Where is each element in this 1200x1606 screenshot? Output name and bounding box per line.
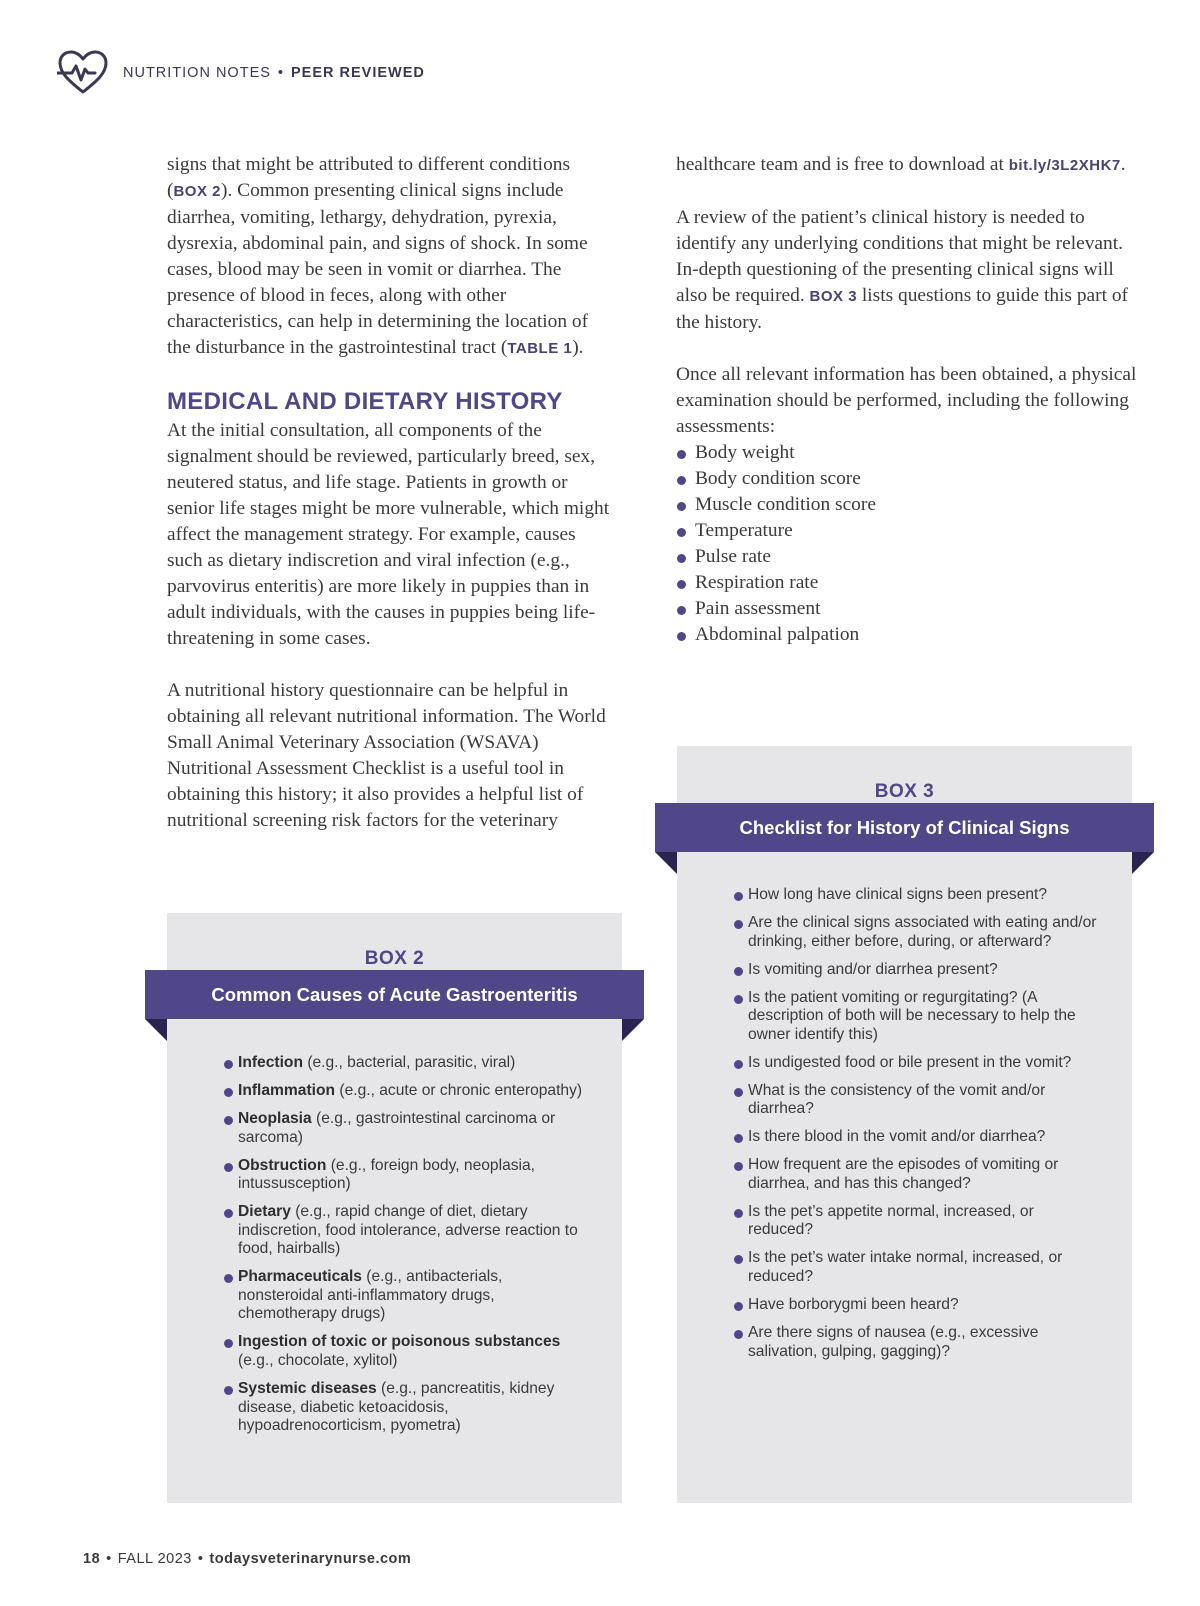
box3-label: BOX 3 (874, 781, 935, 802)
list-item: Is vomiting and/or diarrhea present? (733, 961, 1098, 980)
box2-label: BOX 2 (364, 948, 425, 969)
signalment-paragraph: At the initial consultation, all components of the signalment should be reviewed, particularly breed, sex, neutered status, and life stage. Patients in growth or senior life stages might be more vulnerable, which might affect the management strategy. For example, causes such as dietary indiscretion and viral infection (e.g., parvovirus enteritis) are more likely in puppies than in adult individuals, with the causes in puppies being life-threatening in some cases. (167, 420, 610, 649)
banner-fold-right (622, 1019, 644, 1041)
list-item: Infection (e.g., bacterial, parasitic, viral) (223, 1054, 583, 1073)
box2-reference: BOX 2 (173, 183, 221, 200)
list-item: Obstruction (e.g., foreign body, neoplasia, intussusception) (223, 1157, 583, 1194)
banner-fold-right (1132, 852, 1154, 874)
list-item: Muscle condition score (676, 492, 1141, 518)
list-item: Body weight (676, 440, 1141, 466)
site-link[interactable]: todaysveterinarynurse.com (209, 1551, 412, 1567)
list-item: What is the consistency of the vomit and/or diarrhea? (733, 1082, 1098, 1119)
list-item: Are the clinical signs associated with eating and/or drinking, either before, during, or afterward? (733, 914, 1098, 951)
section-heading: MEDICAL AND DIETARY HISTORY (167, 388, 563, 415)
list-item: Systemic diseases (e.g., pancreatitis, kidney disease, diabetic ketoacidosis, hypoadrenocorticism, pyometra) (223, 1380, 583, 1436)
page-footer: 18 • FALL 2023 • todaysveterinarynurse.com (83, 1551, 412, 1567)
list-item: Is the pet’s water intake normal, increased, or reduced? (733, 1249, 1098, 1286)
header-separator: • (277, 65, 284, 81)
page-number: 18 (83, 1551, 101, 1567)
list-item: Is there blood in the vomit and/or diarrhea? (733, 1128, 1098, 1147)
list-item: Is the pet’s appetite normal, increased, or reduced? (733, 1203, 1098, 1240)
list-item: Are there signs of nausea (e.g., excessive salivation, gulping, gagging)? (733, 1324, 1098, 1361)
list-item: Pain assessment (676, 596, 1141, 622)
box3-reference: BOX 3 (809, 288, 858, 305)
section-name: NUTRITION NOTES (123, 65, 271, 81)
list-item: How long have clinical signs been present? (733, 886, 1098, 905)
history-paragraph: A review of the patient’s clinical history is needed to identify any underlying conditions that might be relevant. In-depth questioning of the presenting clinical signs will also be required. BOX 3 lists questions to guide this part of the history. (676, 207, 1128, 333)
right-column (676, 152, 1141, 674)
list-item: Pharmaceuticals (e.g., antibacterials, nonsteroidal anti-inflammatory drugs, chemotherapy drugs) (223, 1268, 583, 1324)
list-item: Abdominal palpation (676, 622, 1141, 648)
banner-fold-left (145, 1019, 167, 1041)
box2-title: Common Causes of Acute Gastroenteritis (145, 970, 644, 1019)
box3-title: Checklist for History of Clinical Signs (655, 803, 1154, 852)
exam-paragraph: Once all relevant information has been obtained, a physical examination should be performed, including the following assessments: (676, 364, 1137, 437)
list-item: Is the patient vomiting or regurgitating? (A description of both will be necessary to help the owner identify this) (733, 989, 1098, 1045)
list-item: Pulse rate (676, 544, 1141, 570)
download-link[interactable]: bit.ly/3L2XHK7 (1008, 157, 1121, 174)
list-item: Ingestion of toxic or poisonous substances (e.g., chocolate, xylitol) (223, 1333, 583, 1370)
list-item: Neoplasia (e.g., gastrointestinal carcinoma or sarcoma) (223, 1110, 583, 1147)
left-column (167, 152, 612, 860)
causes-list (223, 1054, 583, 1445)
questionnaire-paragraph: A nutritional history questionnaire can be helpful in obtaining all relevant nutritional information. The World Small Animal Veterinary Association (WSAVA) Nutritional Assessment Checklist is a useful tool in obtaining this history; it also provides a helpful list of nutritional screening risk factors for the veterinary (167, 680, 606, 831)
banner-fold-left (655, 852, 677, 874)
list-item: Dietary (e.g., rapid change of diet, dietary indiscretion, food intolerance, adverse reaction to food, hairballs) (223, 1203, 583, 1259)
list-item: Inflammation (e.g., acute or chronic enteropathy) (223, 1082, 583, 1101)
issue-label: FALL 2023 (117, 1551, 192, 1567)
list-item: Respiration rate (676, 570, 1141, 596)
peer-reviewed-tag: PEER REVIEWED (291, 65, 425, 81)
assessment-list (676, 440, 1141, 648)
download-paragraph: healthcare team and is free to download at bit.ly/3L2XHK7. (676, 154, 1126, 175)
heart-pulse-icon (57, 50, 109, 96)
header-text (123, 65, 425, 81)
checklist (733, 886, 1098, 1371)
box2-sidebar (167, 913, 622, 1503)
list-item: Is undigested food or bile present in the vomit? (733, 1054, 1098, 1073)
box3-sidebar (677, 746, 1132, 1503)
intro-paragraph: signs that might be attributed to different conditions (BOX 2). Common presenting clinical signs include diarrhea, vomiting, lethargy, dehydration, pyrexia, dysrexia, abdominal pain, and signs of shock. In some cases, blood may be seen in vomit or diarrhea. The presence of blood in feces, along with other characteristics, can help in determining the location of the disturbance in the gastrointestinal tract (TABLE 1). (167, 154, 589, 358)
table1-reference: TABLE 1 (507, 340, 573, 357)
list-item: How frequent are the episodes of vomiting or diarrhea, and has this changed? (733, 1156, 1098, 1193)
list-item: Temperature (676, 518, 1141, 544)
list-item: Body condition score (676, 466, 1141, 492)
list-item: Have borborygmi been heard? (733, 1296, 1098, 1315)
page-header (57, 50, 425, 96)
